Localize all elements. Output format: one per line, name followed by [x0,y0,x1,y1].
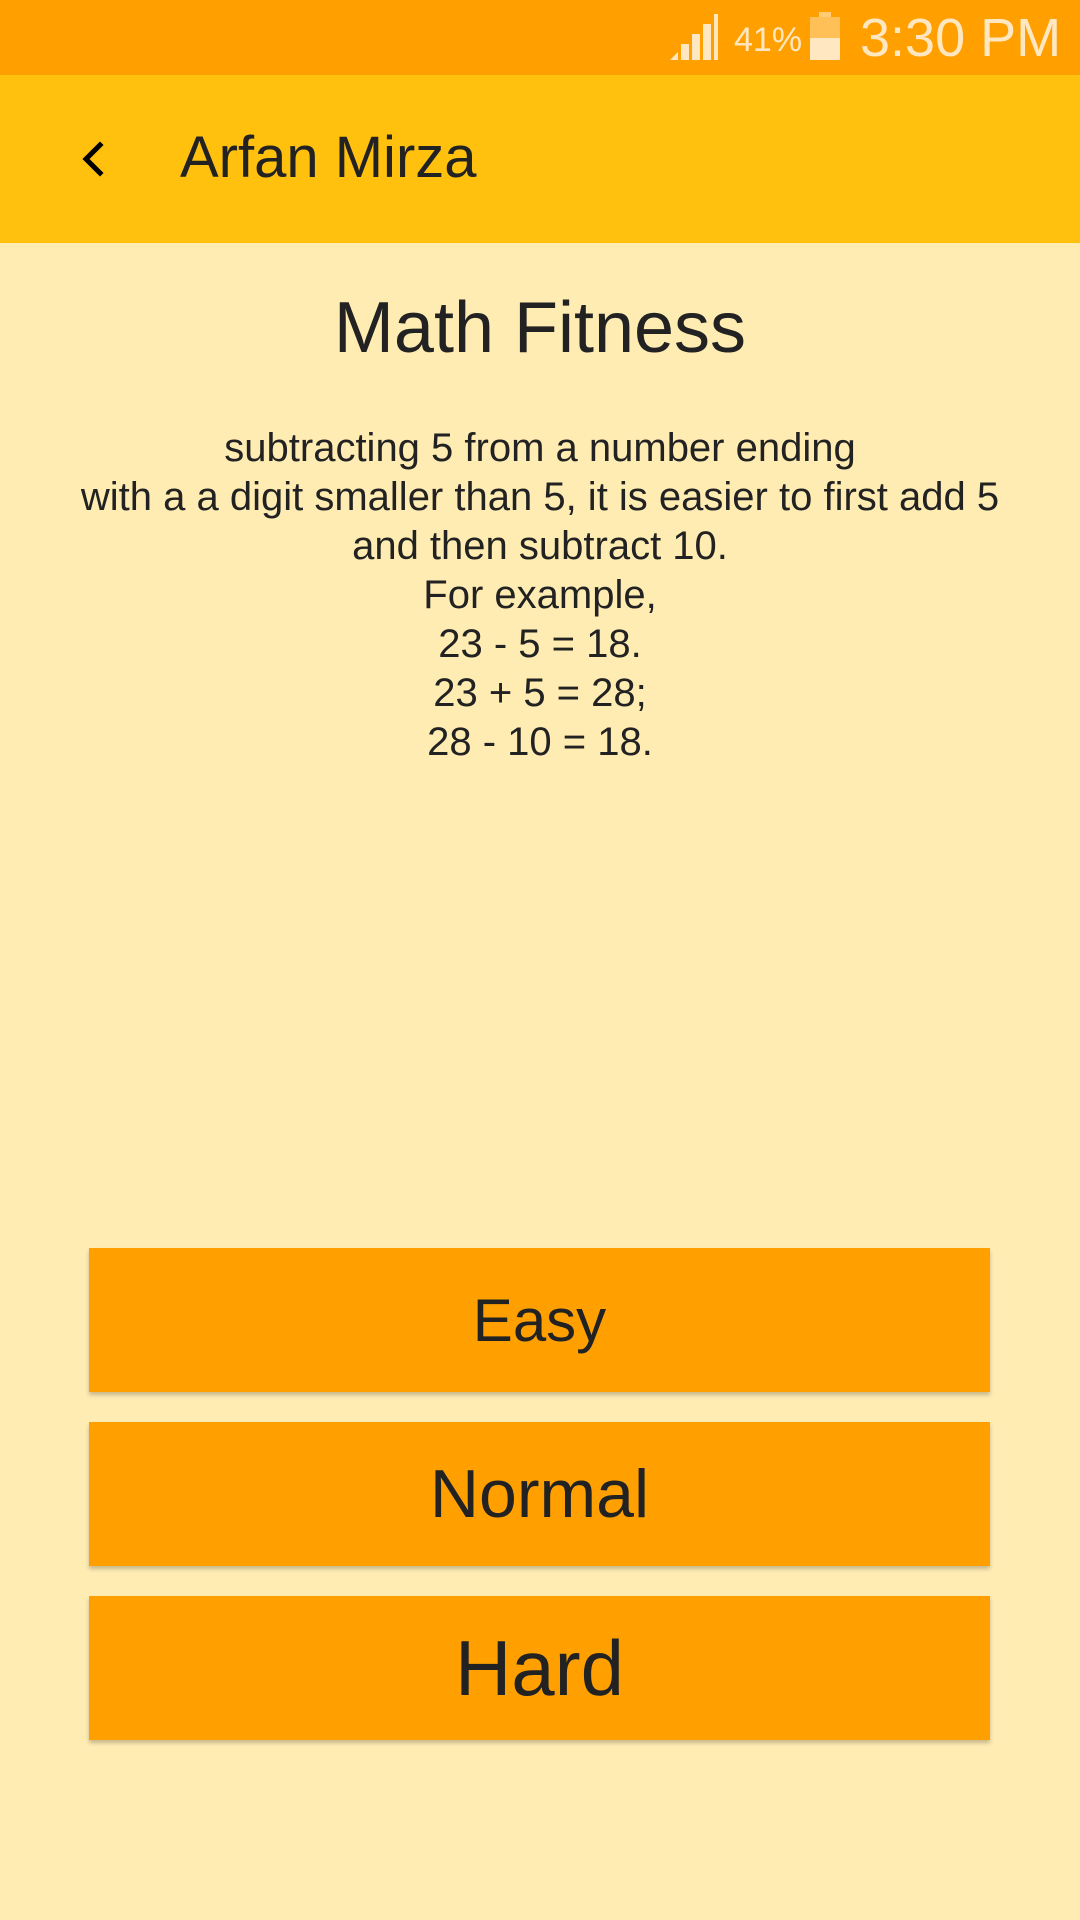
page-title: Math Fitness [333,288,747,368]
description-line: 23 - 5 = 18. [438,622,642,666]
app-bar-title: Arfan Mirza [180,125,477,190]
chevron-left-icon [74,139,114,179]
tip-description [40,424,1040,767]
description-line: For example, [423,573,657,617]
description-line: 23 + 5 = 28; [433,671,647,715]
description-line: with a a digit smaller than 5, it is easier to first add 5 [80,475,1000,519]
battery-icon [810,12,840,60]
normal-button[interactable]: Normal [89,1422,990,1566]
status-time: 3:30 PM [860,8,1062,68]
hard-button[interactable]: Hard [89,1596,990,1740]
signal-icon [668,14,718,60]
app-bar [0,75,1080,243]
battery-percent: 41% [734,21,803,59]
easy-button[interactable]: Easy [89,1248,990,1392]
description-line: subtracting 5 from a number ending [224,426,856,470]
description-line: 28 - 10 = 18. [427,720,653,764]
description-line: and then subtract 10. [352,524,728,568]
status-bar [0,0,1080,75]
back-button[interactable] [50,115,138,203]
